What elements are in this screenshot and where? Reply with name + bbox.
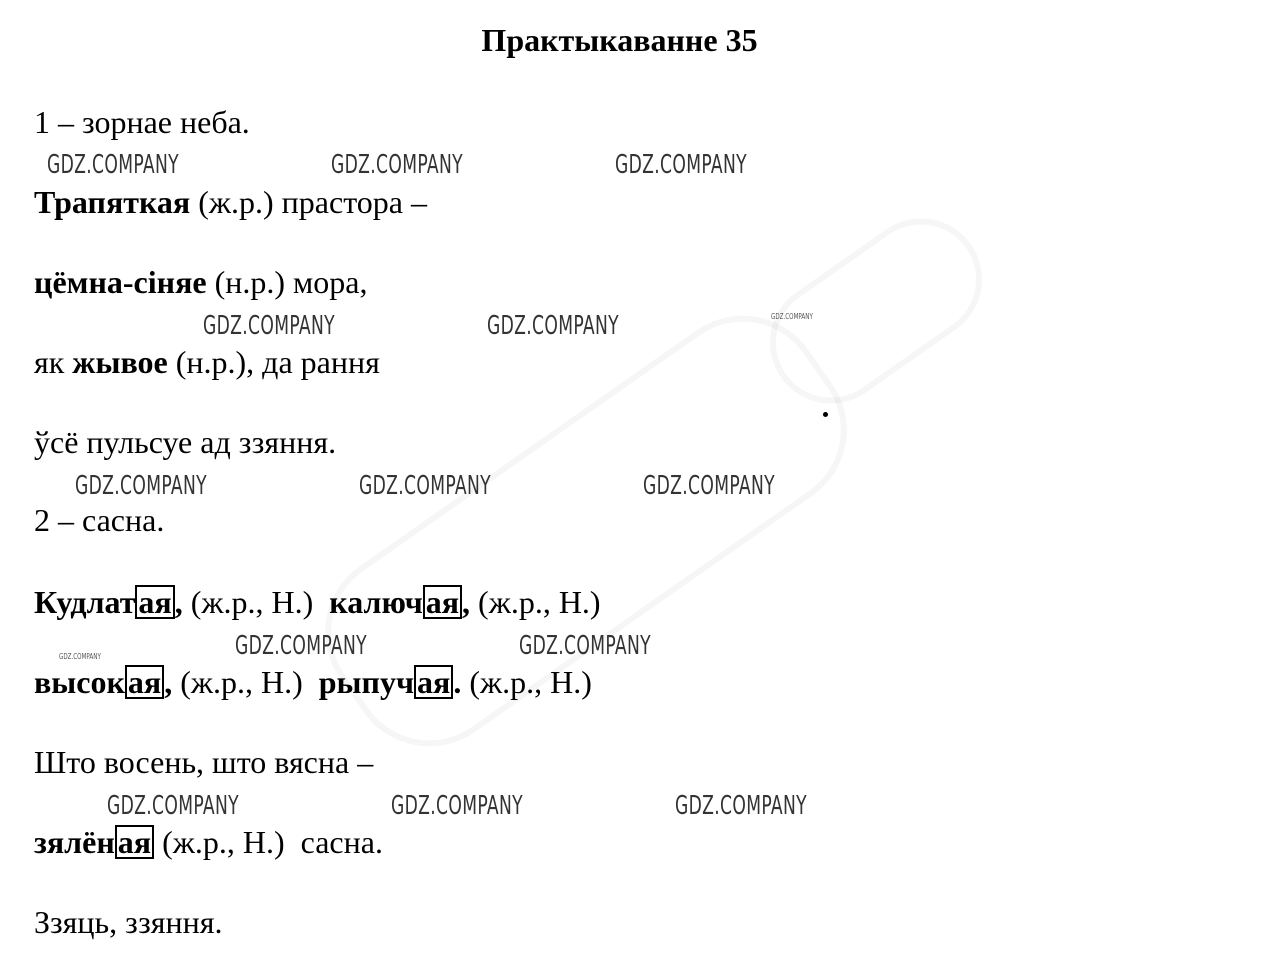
text-line-2 [34, 182, 427, 222]
watermark-text: GDZ.COMPANY [235, 631, 367, 661]
text-line-9: Што восень, што вясна – [34, 744, 374, 780]
text-line-1: 1 – зорнае неба. [34, 104, 250, 140]
boxed-ending: ая [414, 665, 453, 699]
watermark-text-small: GDZ.COMPANY [771, 312, 813, 321]
watermark-text: GDZ.COMPANY [487, 311, 619, 341]
watermark-text: GDZ.COMPANY [359, 471, 491, 501]
boxed-ending: ая [125, 665, 164, 699]
page-title: Практыкаванне 35 [481, 22, 758, 58]
punctuation: . [453, 664, 462, 700]
bold-word-stem: зялён [34, 824, 115, 860]
text-line-11: Ззяць, ззяння. [34, 904, 223, 940]
boxed-ending: ая [115, 825, 154, 859]
grammar-note: (ж.р., Н.) [470, 584, 601, 620]
plain-text: як [34, 344, 73, 380]
bold-word-stem: рыпуч [318, 664, 415, 700]
text-line-5: ўсё пульсуе ад ззяння. [34, 424, 337, 460]
plain-text: (н.р.) мора, [206, 264, 368, 300]
watermark-text: GDZ.COMPANY [675, 791, 807, 821]
bold-word-stem: высок [34, 664, 125, 700]
boxed-ending: ая [135, 585, 174, 619]
bold-word: Трапяткая [34, 184, 191, 220]
punctuation: , [164, 664, 173, 700]
text-line-6: 2 – сасна. [34, 502, 165, 538]
watermark-text: GDZ.COMPANY [615, 150, 747, 180]
watermark-text-small: GDZ.COMPANY [59, 652, 101, 661]
punctuation: , [174, 584, 183, 620]
dot-mark [823, 412, 828, 417]
plain-text: (ж.р.) прастора – [190, 184, 427, 220]
watermark-text: GDZ.COMPANY [519, 631, 651, 661]
watermark-text: GDZ.COMPANY [203, 311, 335, 341]
bold-word: жывое [72, 344, 168, 380]
watermark-text: GDZ.COMPANY [47, 150, 179, 180]
text-line-10 [34, 822, 383, 862]
plain-text: (н.р.), да рання [167, 344, 380, 380]
text-line-8 [34, 662, 592, 702]
bold-word-stem: калюч [329, 584, 423, 620]
watermark-text: GDZ.COMPANY [75, 471, 207, 501]
grammar-note: (ж.р., Н.) сасна. [154, 824, 383, 860]
bold-word: цёмна-сіняе [34, 264, 207, 300]
text-line-4 [34, 342, 380, 382]
watermark-text: GDZ.COMPANY [391, 791, 523, 821]
grammar-note: (ж.р., Н.) [172, 664, 319, 700]
grammar-note: (ж.р., Н.) [182, 584, 330, 620]
watermark-text: GDZ.COMPANY [107, 791, 239, 821]
boxed-ending: ая [423, 585, 462, 619]
punctuation: , [462, 584, 471, 620]
text-line-3 [34, 262, 367, 302]
text-line-7 [34, 582, 601, 622]
watermark-text: GDZ.COMPANY [331, 150, 463, 180]
grammar-note: (ж.р., Н.) [461, 664, 592, 700]
bold-word-stem: Кудлат [34, 584, 136, 620]
watermark-text: GDZ.COMPANY [643, 471, 775, 501]
